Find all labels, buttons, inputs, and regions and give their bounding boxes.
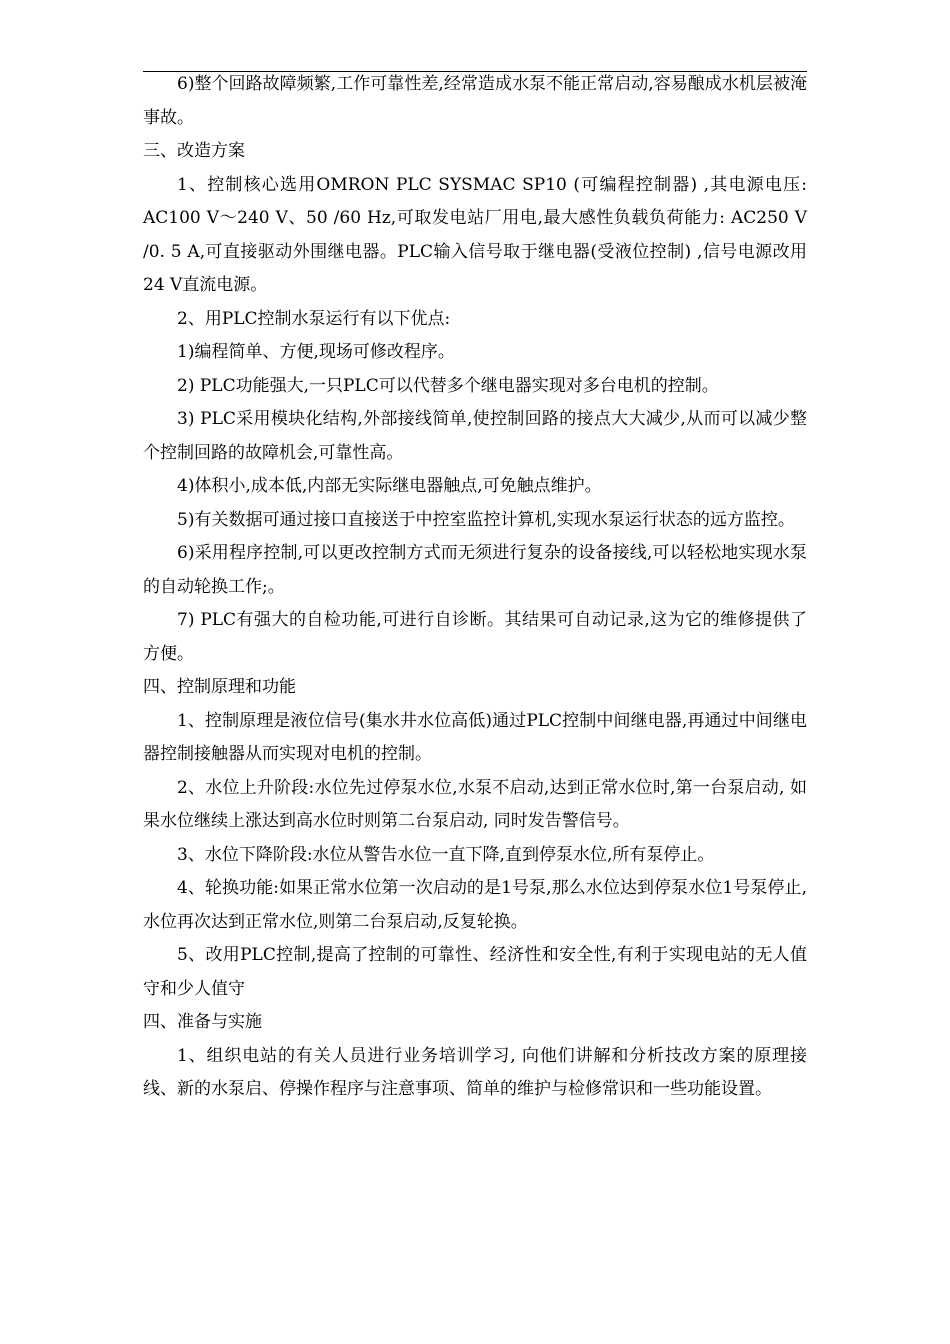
body-paragraph: 6)采用程序控制,可以更改控制方式而无须进行复杂的设备接线,可以轻松地实现水泵的自动轮换工作;。	[143, 543, 807, 597]
body-paragraph: 3) PLC采用模块化结构,外部接线简单,使控制回路的接点大大减少,从而可以减少整个控制回路的故障机会,可靠性高。	[143, 409, 807, 463]
body-paragraph: 3、水位下降阶段:水位从警告水位一直下降,直到停泵水位,所有泵停止。	[177, 844, 715, 865]
body-paragraph: 6)整个回路故障频繁,工作可靠性差,经常造成水泵不能正常启动,容易酿成水机层被淹事故。	[143, 74, 807, 128]
body-paragraph: 7) PLC有强大的自检功能,可进行自诊断。其结果可自动记录,这为它的维修提供了方便。	[143, 610, 807, 664]
body-text	[143, 68, 807, 1107]
body-paragraph: 4)体积小,成本低,内部无实际继电器触点,可免触点维护。	[177, 476, 602, 496]
body-paragraph: 2、水位上升阶段:水位先过停泵水位,水泵不启动,达到正常水位时,第一台泵启动, 如果水位继续上涨达到高水位时则第二台泵启动, 同时发告警信号。	[143, 777, 807, 831]
body-paragraph: 2) PLC功能强大,一只PLC可以代替多个继电器实现对多台电机的控制。	[177, 375, 719, 396]
body-paragraph: 1、控制核心选用OMRON PLC SYSMAC SP10 (可编程控制器) ,其电源电压: AC100 V～240 V、50 /60 Hz,可取发电站厂用电,最大感性负载负荷能力: AC250 V /0. 5 A,可直接驱动外围继电器。PLC输入信号取于继电器(受液位控制) ,信号电源改用24 V直流电源。	[143, 174, 807, 295]
body-paragraph: 1、组织电站的有关人员进行业务培训学习, 向他们讲解和分析技改方案的原理接线、新的水泵启、停操作程序与注意事项、简单的维护与检修常识和一些功能设置。	[143, 1045, 807, 1099]
section-heading: 四、控制原理和功能	[143, 677, 296, 697]
body-paragraph: 1)编程简单、方便,现场可修改程序。	[177, 342, 455, 362]
body-paragraph: 1、控制原理是液位信号(集水井水位高低)通过PLC控制中间继电器,再通过中间继电器控制接触器从而实现对电机的控制。	[143, 710, 807, 764]
section-heading: 四、准备与实施	[143, 1012, 262, 1032]
body-paragraph: 5、改用PLC控制,提高了控制的可靠性、经济性和安全性,有利于实现电站的无人值守和少人值守	[143, 945, 807, 999]
section-heading: 三、改造方案	[143, 141, 245, 161]
body-paragraph: 4、轮换功能:如果正常水位第一次启动的是1号泵,那么水位达到停泵水位1号泵停止,水位再次达到正常水位,则第二台泵启动,反复轮换。	[143, 878, 807, 932]
body-paragraph: 5)有关数据可通过接口直接送于中控室监控计算机,实现水泵运行状态的远方监控。	[177, 509, 795, 530]
body-paragraph: 2、用PLC控制水泵运行有以下优点:	[177, 308, 451, 329]
